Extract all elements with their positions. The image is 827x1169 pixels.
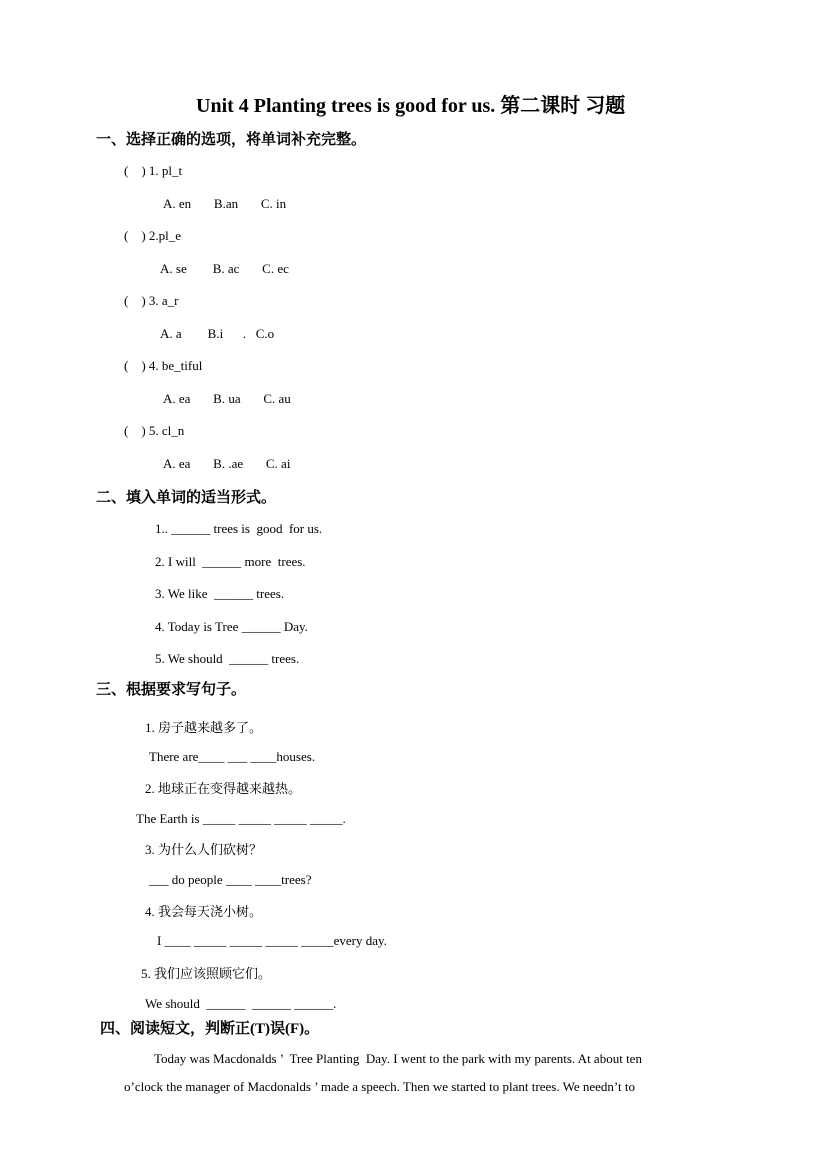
fill-in-item: 3. We like ______ trees.	[155, 586, 285, 601]
question-stem: ( ) 1. pl_t	[124, 163, 183, 178]
question-stem: ( ) 2.pl_e	[124, 228, 182, 243]
question-stem: ( ) 5. cl_n	[124, 423, 185, 438]
section-3-heading: 三、根据要求写句子。	[96, 682, 247, 698]
sentence-answer-en: The Earth is _____ _____ _____ _____.	[136, 811, 346, 826]
section-1-heading: 一、选择正确的选项，将单词补充完整。	[96, 132, 367, 148]
sentence-answer-en: I ____ _____ _____ _____ _____every day.	[157, 933, 387, 948]
reading-paragraph-line: Today was Macdonalds ’ Tree Planting Day. I went to the park with my parents. At about ten	[154, 1051, 642, 1066]
fill-in-item: 4. Today is Tree ______ Day.	[155, 619, 308, 634]
fill-in-item: 5. We should ______ trees.	[155, 651, 300, 666]
sentence-prompt-cn: 5. 我们应该照顾它们。	[141, 966, 272, 981]
question-options: A. en B.an C. in	[163, 196, 287, 211]
question-options: A. ea B. ua C. au	[163, 391, 291, 406]
question-options: A. se B. ac C. ec	[160, 261, 289, 276]
page-title: Unit 4 Planting trees is good for us. 第二课时 习题	[196, 95, 626, 117]
sentence-answer-en: We should ______ ______ ______.	[145, 996, 337, 1011]
question-stem: ( ) 3. a_r	[124, 293, 179, 308]
fill-in-item: 1.. ______ trees is good for us.	[155, 521, 323, 536]
question-options: A. ea B. .ae C. ai	[163, 456, 291, 471]
sentence-prompt-cn: 4. 我会每天浇小树。	[145, 904, 263, 919]
sentence-answer-en: ___ do people ____ ____trees?	[149, 872, 312, 887]
sentence-prompt-cn: 3. 为什么人们砍树？	[145, 842, 263, 857]
sentence-prompt-cn: 2. 地球正在变得越来越热。	[145, 781, 302, 796]
sentence-answer-en: There are____ ___ ____houses.	[149, 749, 316, 764]
question-options: A. a B.i . C.o	[160, 326, 275, 341]
fill-in-item: 2. I will ______ more trees.	[155, 554, 306, 569]
section-2-heading: 二、填入单词的适当形式。	[96, 490, 277, 506]
section-4-heading: 四、阅读短文，判断正(T)误(F)。	[100, 1021, 320, 1037]
reading-paragraph-line: o’clock the manager of Macdonalds ’ made a speech. Then we started to plant trees. We needn’t to	[124, 1079, 635, 1094]
sentence-prompt-cn: 1. 房子越来越多了。	[145, 720, 263, 735]
question-stem: ( ) 4. be_tiful	[124, 358, 203, 373]
